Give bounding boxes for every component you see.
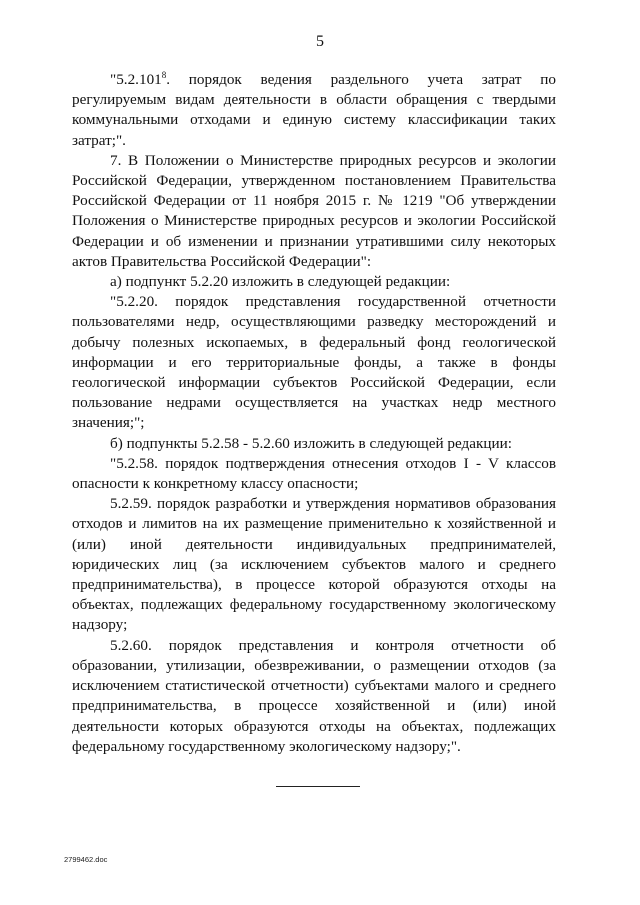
paragraph-5-2-101 bbox=[72, 70, 556, 151]
end-divider-line bbox=[276, 786, 360, 787]
paragraph-subitem-a: а) подпункт 5.2.20 изложить в следующей редакции: bbox=[110, 273, 451, 291]
page-number: 5 bbox=[316, 33, 324, 50]
paragraph-5-2-20: "5.2.20. порядок представления государственной отчетности пользователями недр, осуществляющими разведку месторождений и добычу полезных ископаемых, в федеральный фонд геологической информации и его территориальные фонды, а также в фонды геологической информации субъектов Российской Федерации, если пользование недрами осуществляется на участках недр местного значения;"; bbox=[72, 293, 556, 432]
paragraph-text: . порядок ведения раздельного учета затрат по регулируемым видам деятельности в области обращения с твердыми коммунальными отходами и единую систему классификации таких затрат;". bbox=[72, 71, 556, 149]
paragraph-5-2-60: 5.2.60. порядок представления и контроля отчетности об образовании, утилизации, обезвреживании, о размещении отходов (за исключением статистической отчетности) субъектами малого и среднего предпринимательства, в процессе хозяйственной и (или) иной деятельности которых образуются отходы на объектах, подлежащих федеральному государственному экологическому надзору;". bbox=[72, 636, 556, 755]
paragraph-number: "5.2.101 bbox=[110, 71, 162, 88]
paragraph-item-7: 7. В Положении о Министерстве природных ресурсов и экологии Российской Федерации, утвержденном постановлением Правительства Российской Федерации от 11 ноября 2015 г. № 1219 "Об утверждении Положения о Министерстве природных ресурсов и экологии Российской Федерации и об изменении и признании утратившими силу некоторых актов Правительства Российской Федерации": bbox=[72, 151, 556, 270]
document-file-id: 2799462.doc bbox=[64, 855, 108, 864]
paragraph-5-2-59: 5.2.59. порядок разработки и утверждения нормативов образования отходов и лимитов на их размещение применительно к хозяйственной и (или) иной деятельности индивидуальных предпринимателей, юридических лиц (за исключением субъектов малого и среднего предпринимательства), в процессе которой образуются отходы на объектах, подлежащих федеральному государственному экологическому надзору; bbox=[72, 495, 556, 634]
document-body bbox=[72, 70, 556, 757]
paragraph-5-2-58: "5.2.58. порядок подтверждения отнесения отходов I - V классов опасности к конкретному классу опасности; bbox=[72, 454, 556, 493]
paragraph-subitem-b: б) подпункты 5.2.58 - 5.2.60 изложить в следующей редакции: bbox=[110, 434, 512, 452]
footnote-superscript: 8 bbox=[161, 69, 167, 80]
